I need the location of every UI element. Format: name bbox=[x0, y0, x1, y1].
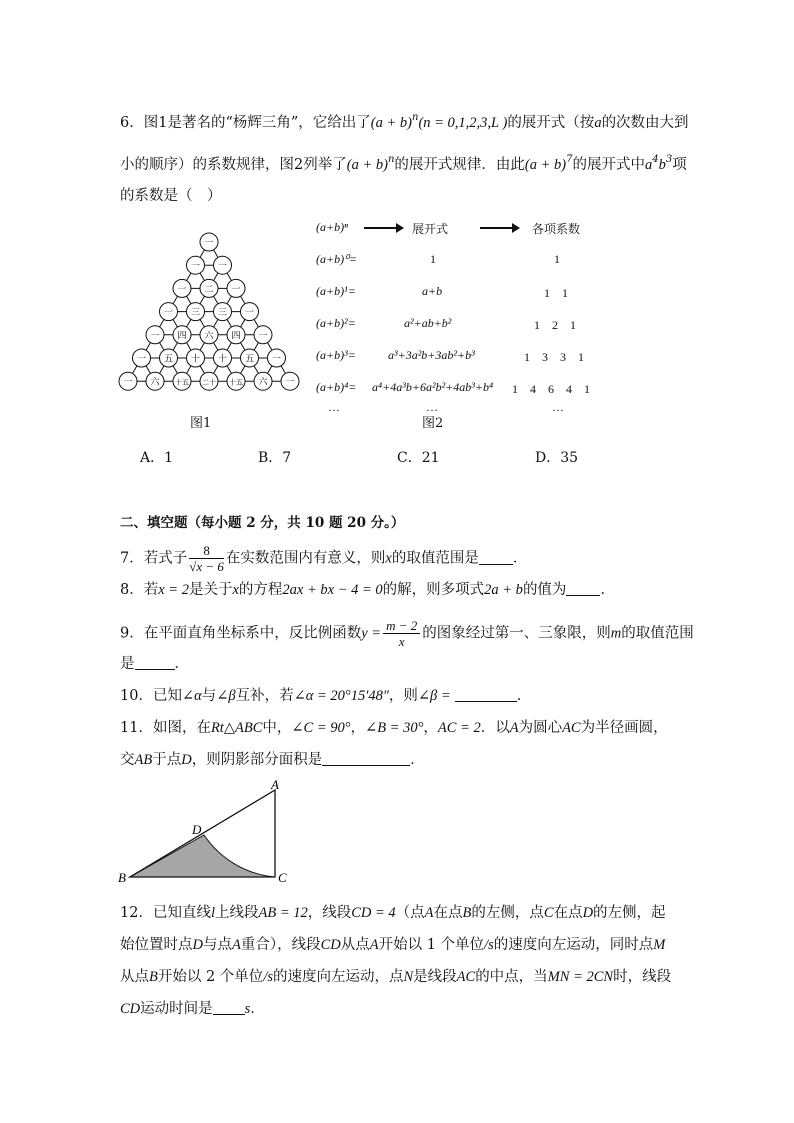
answer-blank[interactable] bbox=[135, 655, 175, 670]
triangle-node-label: 五 bbox=[163, 353, 174, 364]
fig2-row: (a+b)¹= a+b 1 1 bbox=[316, 284, 569, 300]
fig2-row: (a+b)⁴= a⁴+4a³b+6a²b²+4ab³+b⁴ 1 4 6 4 1 bbox=[316, 380, 591, 396]
triangle-node-label: 一 bbox=[231, 283, 241, 294]
arrow-right-icon bbox=[396, 223, 404, 233]
q9-line2: 是 ． bbox=[120, 656, 189, 672]
q12-line2: 始位置时点D与点A重合），线段CD从点A开始以 1 个单位/s的速度向左运动，同时点M bbox=[120, 937, 666, 953]
fig2-row: (a+b)⁰= 1 1 bbox=[316, 252, 560, 266]
q6-line3: 的系数是（ ） bbox=[120, 188, 222, 204]
triangle-node-label: 五 bbox=[244, 353, 255, 364]
answer-blank[interactable] bbox=[479, 550, 513, 565]
triangle-node-label: 一 bbox=[123, 376, 133, 387]
triangle-node-label: 十五 bbox=[175, 378, 189, 387]
triangle-node-label: 六 bbox=[258, 376, 268, 387]
q11-line1: 11．如图，在Rt△ABC中，∠C = 90°，∠B = 30°，AC = 2．以A为圆心AC为半径画圆， bbox=[120, 720, 668, 736]
fig2-header-col1: (a+b)ⁿ bbox=[316, 220, 348, 234]
triangle-node-label: 一 bbox=[244, 307, 255, 318]
figure2-caption: 图2 bbox=[422, 416, 444, 431]
triangle-node-label: 一 bbox=[190, 260, 201, 271]
answer-blank[interactable] bbox=[322, 751, 410, 766]
triangle-node-label: 一 bbox=[285, 376, 295, 387]
expr-ab-n: (a + b) bbox=[370, 115, 412, 131]
figure2: (a+b)ⁿ 展开式 各项系数 (a+b)⁰= 1 1 (a+b)¹= a+b 1 1 (a+b)²= a²+ab+b² 1 2 1 (a+b)³= a³+3a²b+3ab²+b³ 1 3 3 1 (a+b)⁴= a⁴+4a³b+6a²b²+4ab³+b⁴ 1 4 6 4 1 … … … bbox=[316, 216, 616, 416]
q12-line4: CD运动时间是 s． bbox=[120, 1001, 265, 1017]
q6-line2: 小的顺序）的系数规律，图2列举了$(a + b)^n$的展开式规律．由此$(a + b)^7$的展开式中$a^4b^3$项 bbox=[120, 154, 687, 173]
triangle-node-label: 一 bbox=[271, 353, 282, 364]
triangle-node-label: 一 bbox=[204, 237, 214, 248]
figure1-caption: 图1 bbox=[190, 416, 212, 431]
triangle-node-label: 一 bbox=[163, 307, 174, 318]
triangle-node-label: 一 bbox=[150, 330, 160, 341]
fig2-row: (a+b)³= a³+3a²b+3ab²+b³ 1 3 3 1 bbox=[316, 348, 585, 364]
answer-blank[interactable] bbox=[566, 581, 600, 596]
q9-line1: 9．在平面直角坐标系中，反比例函数y = $\frac{m - 2}{x}$ 的图象经过第一、三象限，则m的取值范围 bbox=[120, 618, 694, 649]
q11-triangle-figure bbox=[116, 778, 296, 888]
triangle-node-label: 二 bbox=[204, 283, 214, 294]
triangle-node-label: 三 bbox=[217, 307, 228, 318]
option-d[interactable]: D．35 bbox=[535, 450, 579, 466]
label-b: B bbox=[118, 870, 126, 885]
arrow-right-icon bbox=[512, 223, 520, 233]
fig2-row: (a+b)²= a²+ab+b² 1 2 1 bbox=[316, 316, 577, 332]
q8: 8．若x = 2是关于x的方程2ax + bx − 4 = 0的解，则多项式2a + b的值为 ． bbox=[120, 582, 615, 598]
option-b[interactable]: B．7 bbox=[258, 450, 292, 466]
answer-blank[interactable] bbox=[213, 1000, 245, 1015]
label-c: C bbox=[278, 870, 287, 885]
triangle-node-label: 十 bbox=[217, 353, 228, 364]
figure1-yanghui-triangle bbox=[112, 228, 302, 398]
triangle-node-label: 六 bbox=[204, 330, 214, 341]
q10: 10．已知∠α与∠β互补，若∠α = 20°15′48″，则∠β = ． bbox=[120, 688, 532, 704]
triangle-node-label: 一 bbox=[177, 283, 187, 294]
triangle-node-label: 三 bbox=[190, 307, 201, 318]
fig2-header-col3: 各项系数 bbox=[532, 222, 581, 236]
arrow-right-icon bbox=[364, 227, 398, 229]
q9-fraction: $\frac{m - 2}{x}$ bbox=[383, 618, 420, 649]
q6-line1: 6．图1是著名的“杨辉三角”，它给出了$(a + b)^n(n = 0,1,2,3,L$ )的展开式（按a的次数由大到 bbox=[120, 112, 689, 131]
option-c[interactable]: C．21 bbox=[397, 450, 440, 466]
arrow-right-icon bbox=[480, 227, 514, 229]
triangle-node-label: 一 bbox=[136, 353, 147, 364]
answer-blank[interactable] bbox=[455, 687, 517, 702]
triangle-node-label: 六 bbox=[150, 376, 160, 387]
triangle-node-label: 十五 bbox=[229, 378, 243, 387]
q12-line1: 12．已知直线l上线段AB = 12，线段CD = 4（点A在点B的左侧，点C在点D的左侧，起 bbox=[120, 905, 666, 921]
option-a[interactable]: A．1 bbox=[140, 450, 174, 466]
fig2-header-col2: 展开式 bbox=[412, 222, 449, 236]
shaded-region bbox=[130, 835, 275, 877]
label-a: A bbox=[271, 778, 279, 792]
q7: 7．若式子 $\frac{8}{√x - 6}$ 在实数范围内有意义，则x的取值范围是 ． bbox=[120, 543, 528, 574]
q12-line3: 从点B开始以 2 个单位/s的速度向左运动，点N是线段AC的中点，当MN = 2CN时，线段 bbox=[120, 969, 672, 985]
triangle-node-label: 一 bbox=[258, 330, 268, 341]
label-d: D bbox=[192, 822, 202, 837]
triangle-node-label: 四 bbox=[177, 330, 187, 341]
triangle-node-label: 一 bbox=[217, 260, 228, 271]
triangle-node-label: 十 bbox=[190, 353, 201, 364]
triangle-node-label: 二十 bbox=[202, 378, 216, 387]
q11-line2: 交AB于点D，则阴影部分面积是 ． bbox=[120, 752, 425, 768]
q7-fraction: $\frac{8}{√x - 6}$ bbox=[189, 543, 224, 574]
section-heading: 二、填空题（每小题 2 分，共 10 题 20 分。） bbox=[120, 515, 405, 531]
triangle-node-label: 四 bbox=[231, 330, 241, 341]
